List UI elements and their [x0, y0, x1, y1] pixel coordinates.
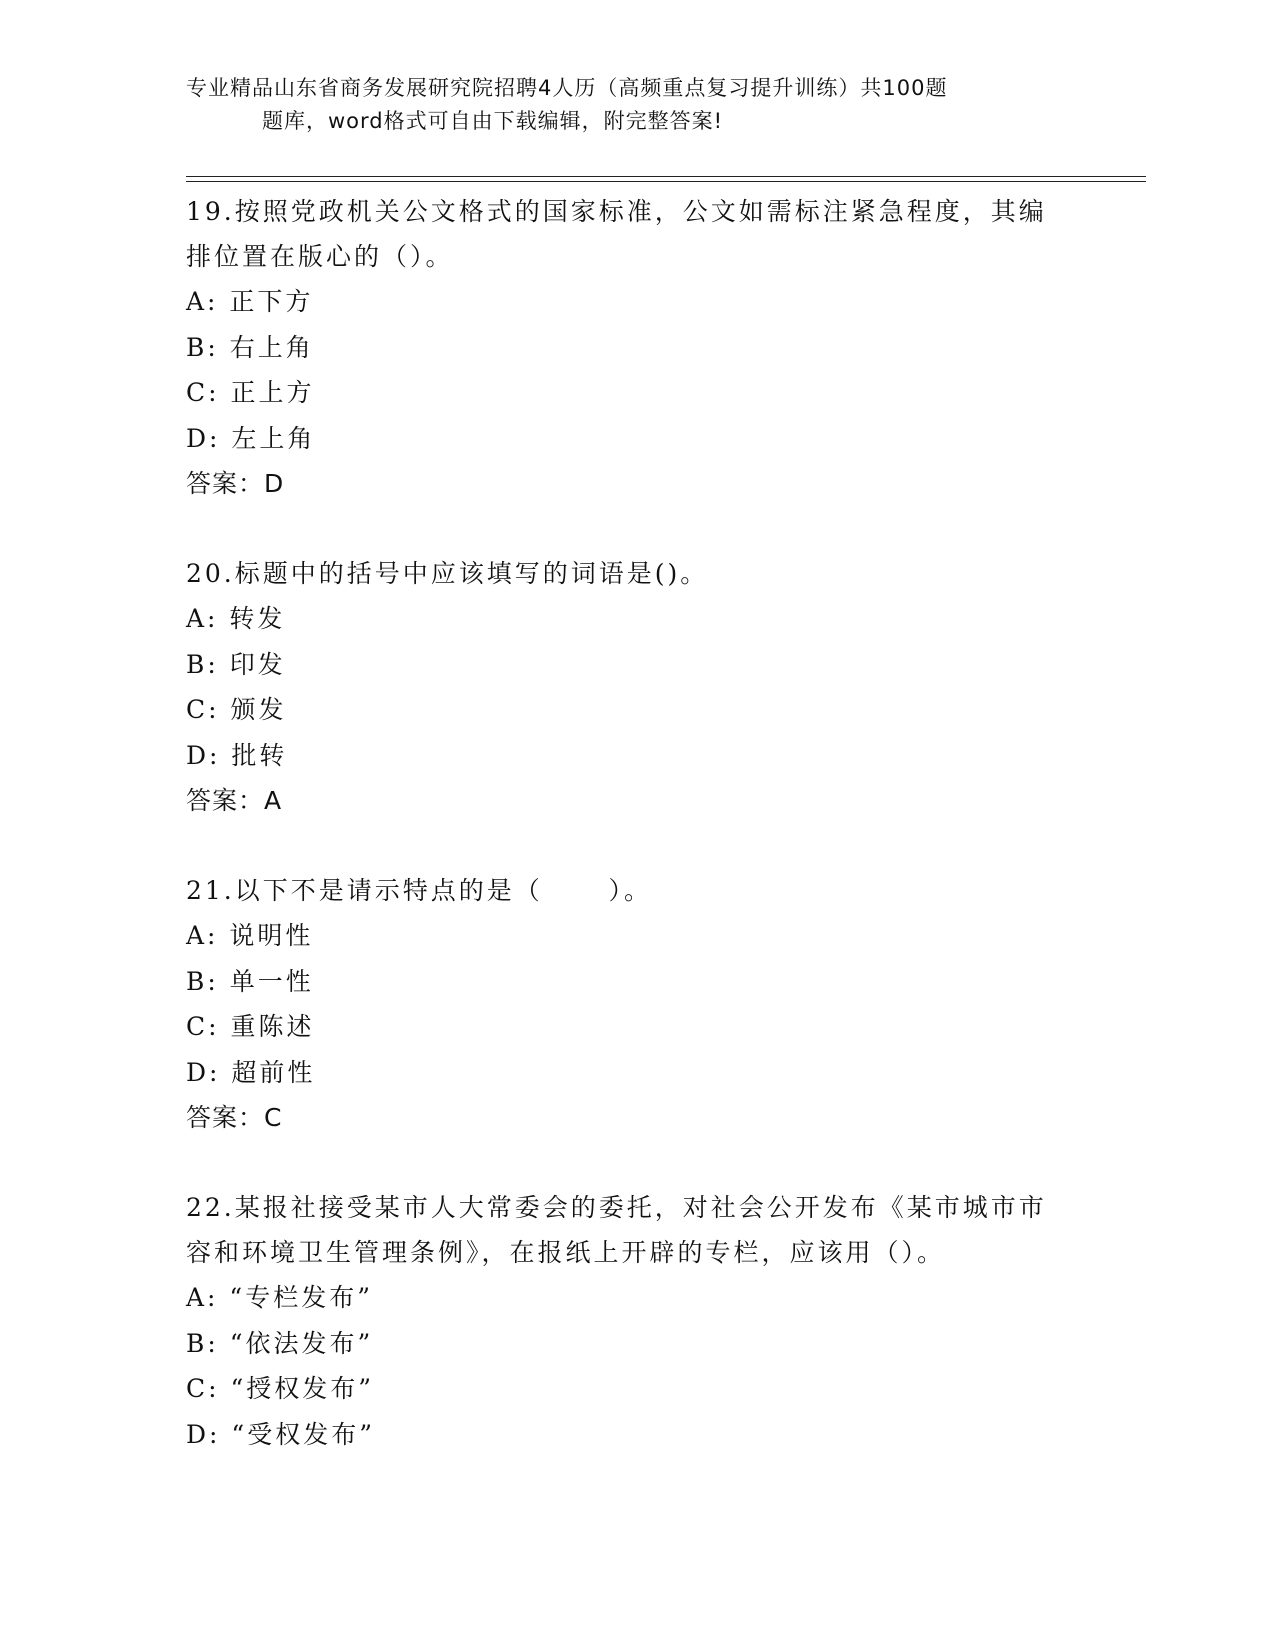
option-d: D: 批转: [186, 740, 288, 770]
option-b: B: 印发: [186, 649, 286, 679]
question-19: [186, 189, 1086, 506]
option-d: D: 超前性: [186, 1057, 316, 1087]
question-spacer: [186, 1140, 1086, 1185]
option-b: B: 单一性: [186, 966, 314, 996]
question-20: [186, 551, 1086, 823]
option-c: C: 重陈述: [186, 1012, 315, 1041]
question-stem-line2: 排位置在版心的（）。: [186, 242, 454, 271]
option-a: A: 正下方: [186, 287, 314, 316]
question-21: [186, 868, 1086, 1140]
question-22: [186, 1185, 1086, 1457]
question-stem-line1: 19.按照党政机关公文格式的国家标准，公文如需标注紧急程度，其编: [186, 197, 1047, 226]
question-spacer: [186, 823, 1086, 868]
header-title-line1: 专业精品山东省商务发展研究院招聘4人历（高频重点复习提升训练）共100题: [186, 76, 948, 100]
option-a: A: 转发: [186, 604, 286, 633]
header-divider-top: [186, 176, 1146, 177]
question-stem-line1: 22.某报社接受某市人大常委会的委托，对社会公开发布《某市城市市: [186, 1193, 1047, 1222]
answer: 答案：C: [186, 1103, 283, 1132]
question-list: [186, 189, 1086, 1457]
document-header: [186, 72, 1066, 138]
option-d: D: 左上角: [186, 423, 316, 453]
option-b: B: 右上角: [186, 332, 314, 362]
question-stem-line1: 20.标题中的括号中应该填写的词语是()。: [186, 559, 709, 588]
option-c: C: “授权发布”: [186, 1374, 375, 1403]
answer: 答案：A: [186, 786, 283, 815]
option-a: A: “专栏发布”: [186, 1283, 373, 1312]
question-stem-line2: 容和环境卫生管理条例》，在报纸上开辟的专栏，应该用（）。: [186, 1238, 946, 1267]
option-c: C: 正上方: [186, 378, 315, 407]
option-c: C: 颁发: [186, 695, 287, 724]
option-b: B: “依法发布”: [186, 1328, 374, 1358]
header-title-line2: 题库，word格式可自由下载编辑，附完整答案!: [262, 109, 724, 133]
option-d: D: “受权发布”: [186, 1419, 375, 1449]
header-divider-bottom: [186, 181, 1146, 182]
question-stem-line1: 21.以下不是请示特点的是（ ）。: [186, 876, 652, 905]
answer: 答案：D: [186, 469, 285, 498]
question-spacer: [186, 506, 1086, 551]
option-a: A: 说明性: [186, 921, 314, 950]
